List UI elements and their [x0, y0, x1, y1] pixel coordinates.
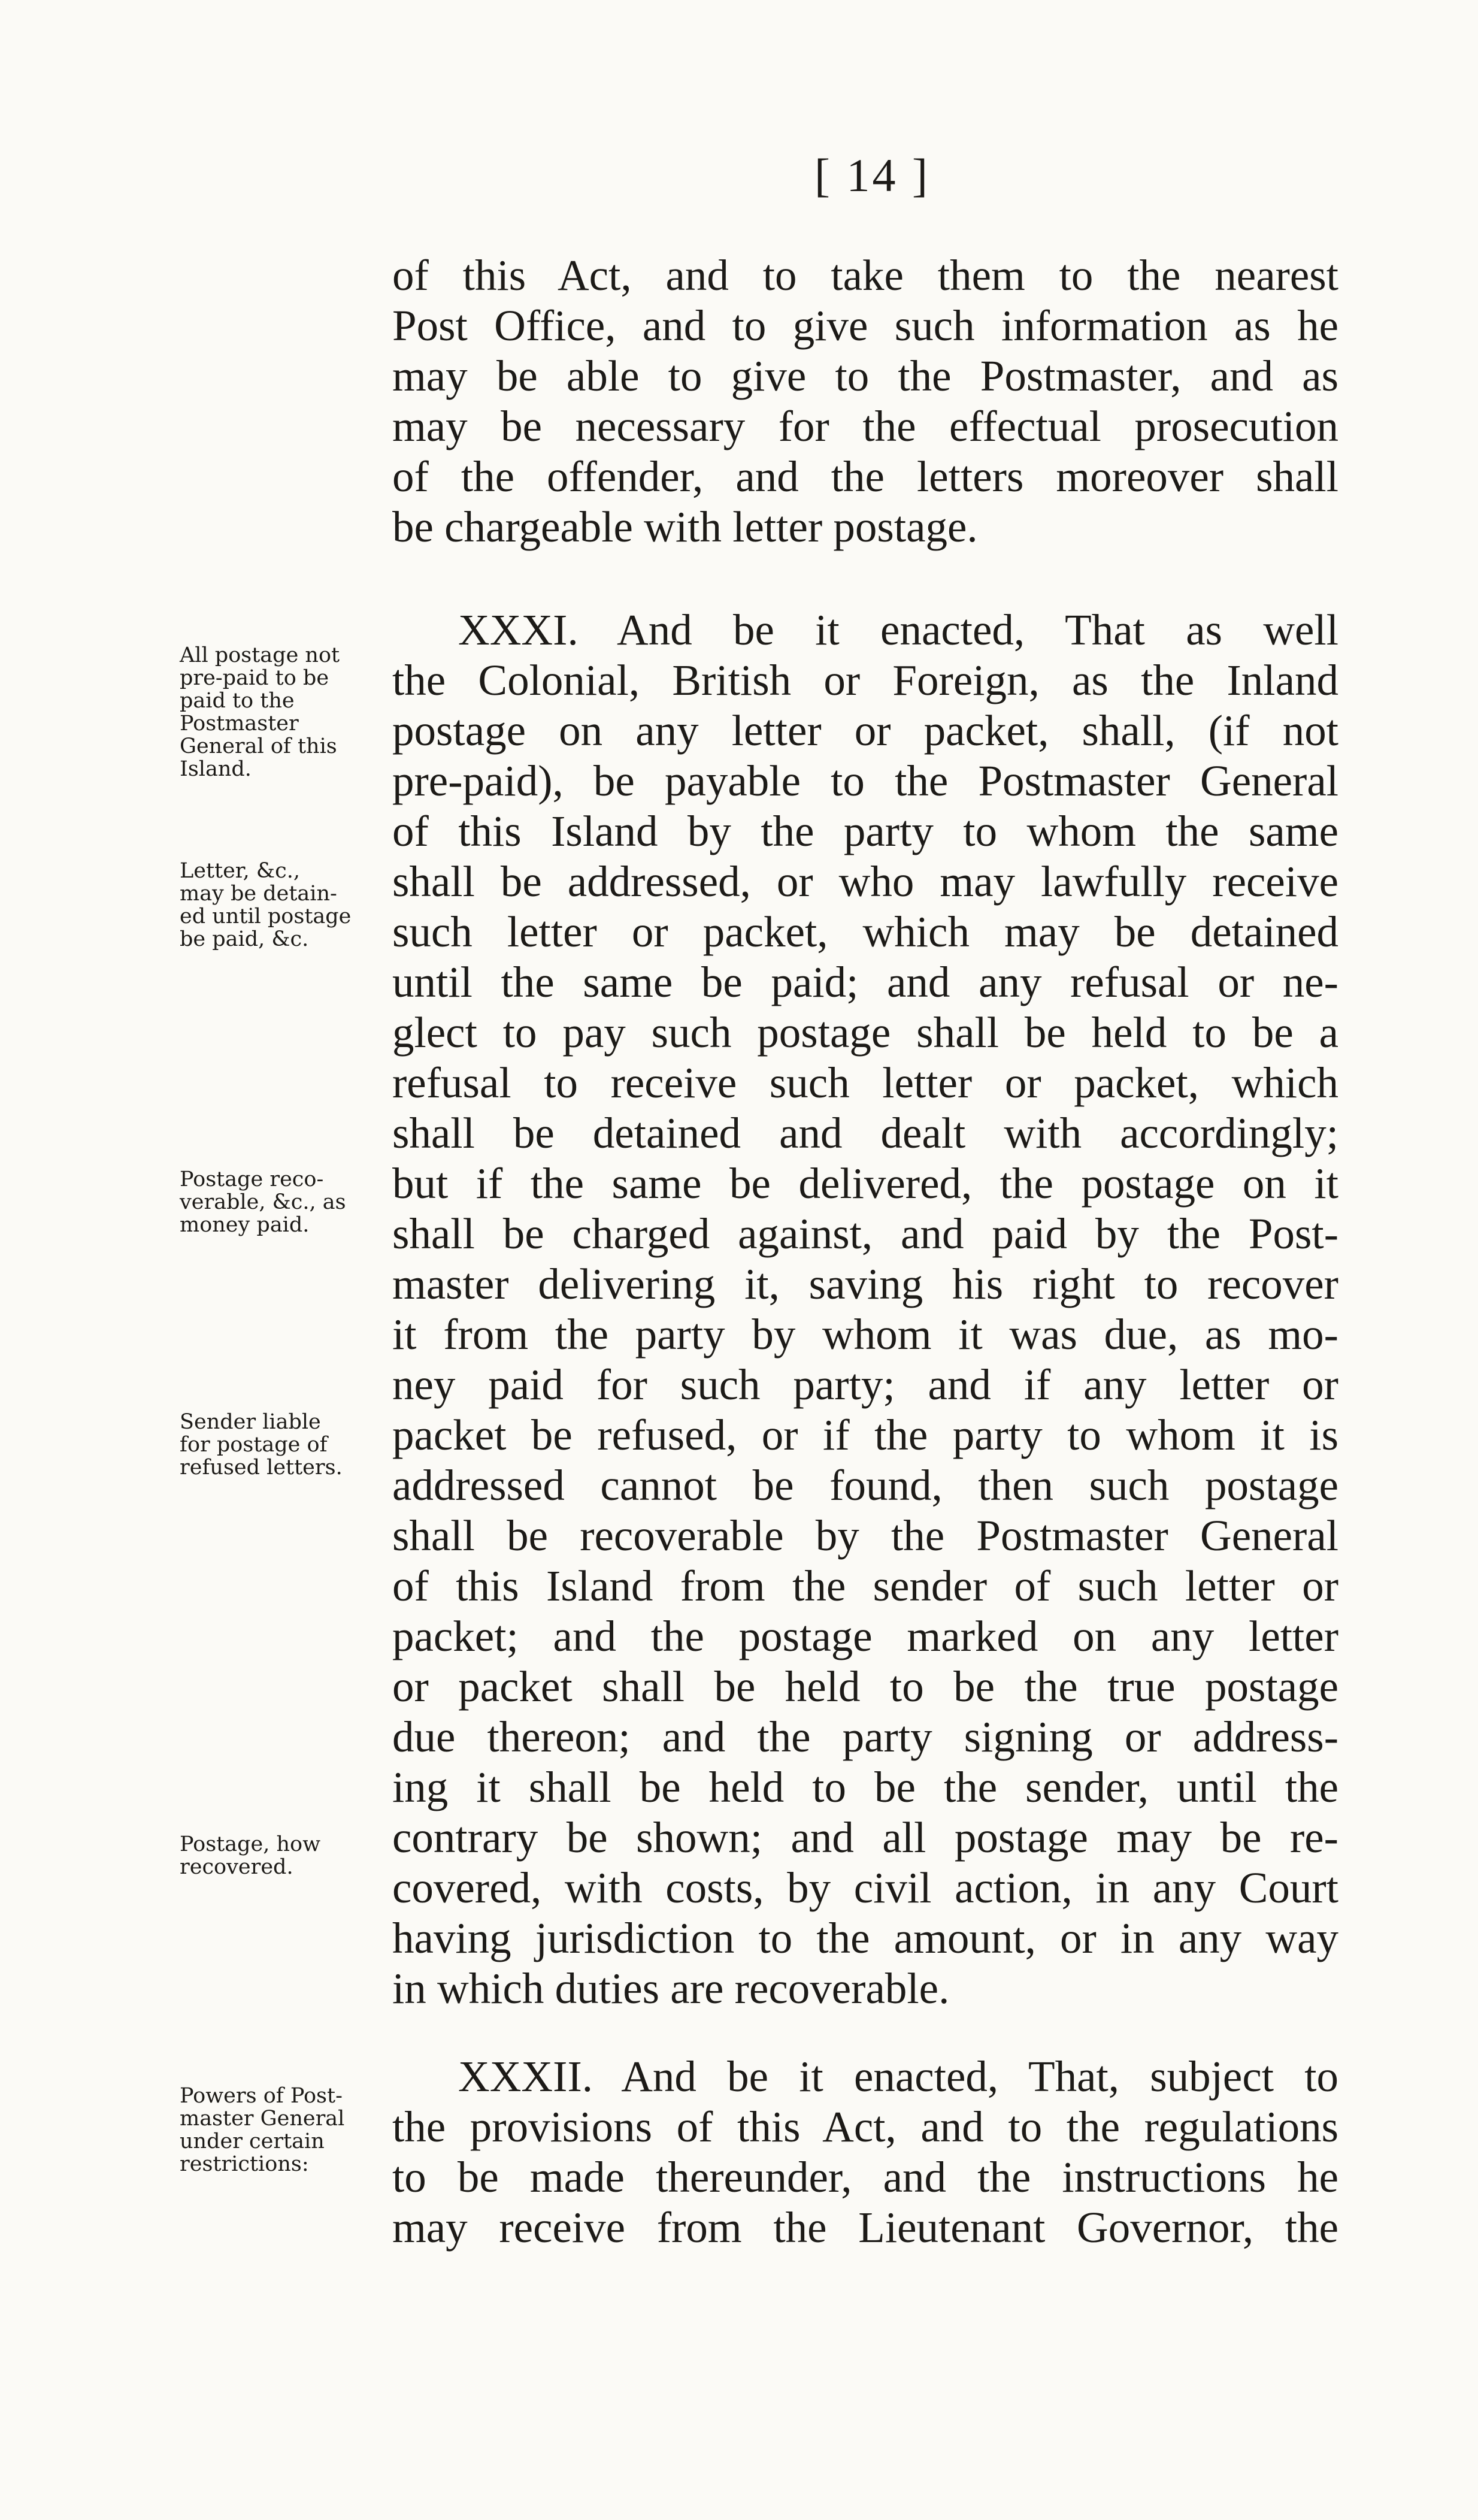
- text-line: such letter or packet, which may be detained: [392, 907, 1338, 956]
- text-line: master delivering it, saving his right to recover: [392, 1260, 1338, 1308]
- text-line: the provisions of this Act, and to the regulations: [392, 2102, 1338, 2151]
- margin-note-line: pre-paid to be: [180, 666, 329, 690]
- margin-note-line: Postage, how: [180, 1832, 321, 1856]
- text-line: shall be addressed, or who may lawfully receive: [392, 857, 1338, 906]
- section-heading-line: XXXII. And be it enacted, That, subject to: [458, 2052, 1338, 2101]
- text-line: refusal to receive such letter or packet, which: [392, 1058, 1338, 1107]
- margin-note-line: Postage reco-: [180, 1167, 324, 1191]
- text-line: in which duties are recoverable.: [392, 1964, 950, 2013]
- paragraph-continuation: [392, 250, 1338, 552]
- margin-note-sender-liable: [180, 1411, 383, 1479]
- text-line: of this Act, and to take them to the nearest: [392, 251, 1338, 300]
- margin-note-line: may be detain-: [180, 882, 337, 906]
- section-xxxii: [392, 2052, 1338, 2253]
- page-number: [ 14 ]: [814, 149, 930, 201]
- text-line: of this Island by the party to whom the same: [392, 807, 1338, 855]
- margin-note-letter-detained: [180, 860, 383, 951]
- text-line: may be necessary for the effectual prosecution: [392, 402, 1338, 450]
- text-line: it from the party by whom it was due, as mo-: [392, 1310, 1338, 1359]
- text-line: due thereon; and the party signing or address-: [392, 1713, 1338, 1761]
- margin-note-line: Postmaster: [180, 712, 299, 736]
- margin-note-line: General of this: [180, 734, 337, 758]
- text-line: shall be recoverable by the Postmaster General: [392, 1511, 1338, 1560]
- margin-note-postage-not-prepaid: [180, 644, 383, 780]
- margin-note-postage-recoverable: [180, 1168, 383, 1236]
- text-line: until the same be paid; and any refusal or ne-: [392, 958, 1338, 1006]
- margin-note-line: for postage of: [180, 1433, 328, 1457]
- margin-note-line: Letter, &c.,: [180, 859, 300, 883]
- text-line: having jurisdiction to the amount, or in any way: [392, 1914, 1338, 1962]
- margin-note-powers-of-postmaster: [180, 2085, 383, 2176]
- text-line: Post Office, and to give such information as he: [392, 301, 1338, 350]
- text-line: may be able to give to the Postmaster, and as: [392, 352, 1338, 400]
- margin-note-line: refused letters.: [180, 1456, 343, 1480]
- text-line: but if the same be delivered, the postage on it: [392, 1159, 1338, 1208]
- text-line: pre-paid), be payable to the Postmaster General: [392, 757, 1338, 805]
- margin-note-line: master General: [180, 2107, 345, 2131]
- text-line: to be made thereunder, and the instructions he: [392, 2153, 1338, 2201]
- section-heading-line: XXXI. And be it enacted, That as well: [458, 606, 1338, 654]
- text-line: of this Island from the sender of such letter or: [392, 1562, 1338, 1610]
- margin-note-line: Island.: [180, 757, 252, 781]
- section-xxxi: [392, 605, 1338, 2014]
- margin-note-line: under certain: [180, 2129, 325, 2153]
- text-line: shall be detained and dealt with accordingly;: [392, 1109, 1338, 1157]
- text-line: of the offender, and the letters moreover shall: [392, 452, 1338, 501]
- text-line: packet be refused, or if the party to whom it is: [392, 1411, 1338, 1459]
- text-line: ing it shall be held to be the sender, until the: [392, 1763, 1338, 1811]
- text-line: addressed cannot be found, then such postage: [392, 1461, 1338, 1509]
- margin-note-postage-how-recovered: [180, 1833, 383, 1878]
- text-line: covered, with costs, by civil action, in any Court: [392, 1863, 1338, 1912]
- text-line: be chargeable with letter postage.: [392, 503, 978, 551]
- text-line: postage on any letter or packet, shall, (if not: [392, 706, 1338, 755]
- margin-note-line: Sender liable: [180, 1410, 321, 1434]
- text-line: may receive from the Lieutenant Governor, the: [392, 2203, 1338, 2252]
- margin-note-line: paid to the: [180, 689, 295, 713]
- margin-note-line: restrictions:: [180, 2152, 309, 2176]
- margin-note-line: ed until postage: [180, 904, 352, 928]
- margin-note-line: All postage not: [180, 643, 340, 667]
- margin-note-line: be paid, &c.: [180, 927, 309, 951]
- text-line: ney paid for such party; and if any letter or: [392, 1360, 1338, 1409]
- text-line: or packet shall be held to be the true postage: [392, 1662, 1338, 1711]
- margin-note-line: Powers of Post-: [180, 2084, 343, 2108]
- text-line: glect to pay such postage shall be held to be a: [392, 1008, 1338, 1057]
- margin-note-line: verable, &c., as: [180, 1190, 346, 1214]
- text-line: contrary be shown; and all postage may be re-: [392, 1813, 1338, 1862]
- margin-note-line: recovered.: [180, 1855, 293, 1879]
- text-line: shall be charged against, and paid by the Post-: [392, 1209, 1338, 1258]
- text-line: the Colonial, British or Foreign, as the Inland: [392, 656, 1338, 704]
- margin-note-line: money paid.: [180, 1213, 310, 1237]
- text-line: packet; and the postage marked on any letter: [392, 1612, 1338, 1660]
